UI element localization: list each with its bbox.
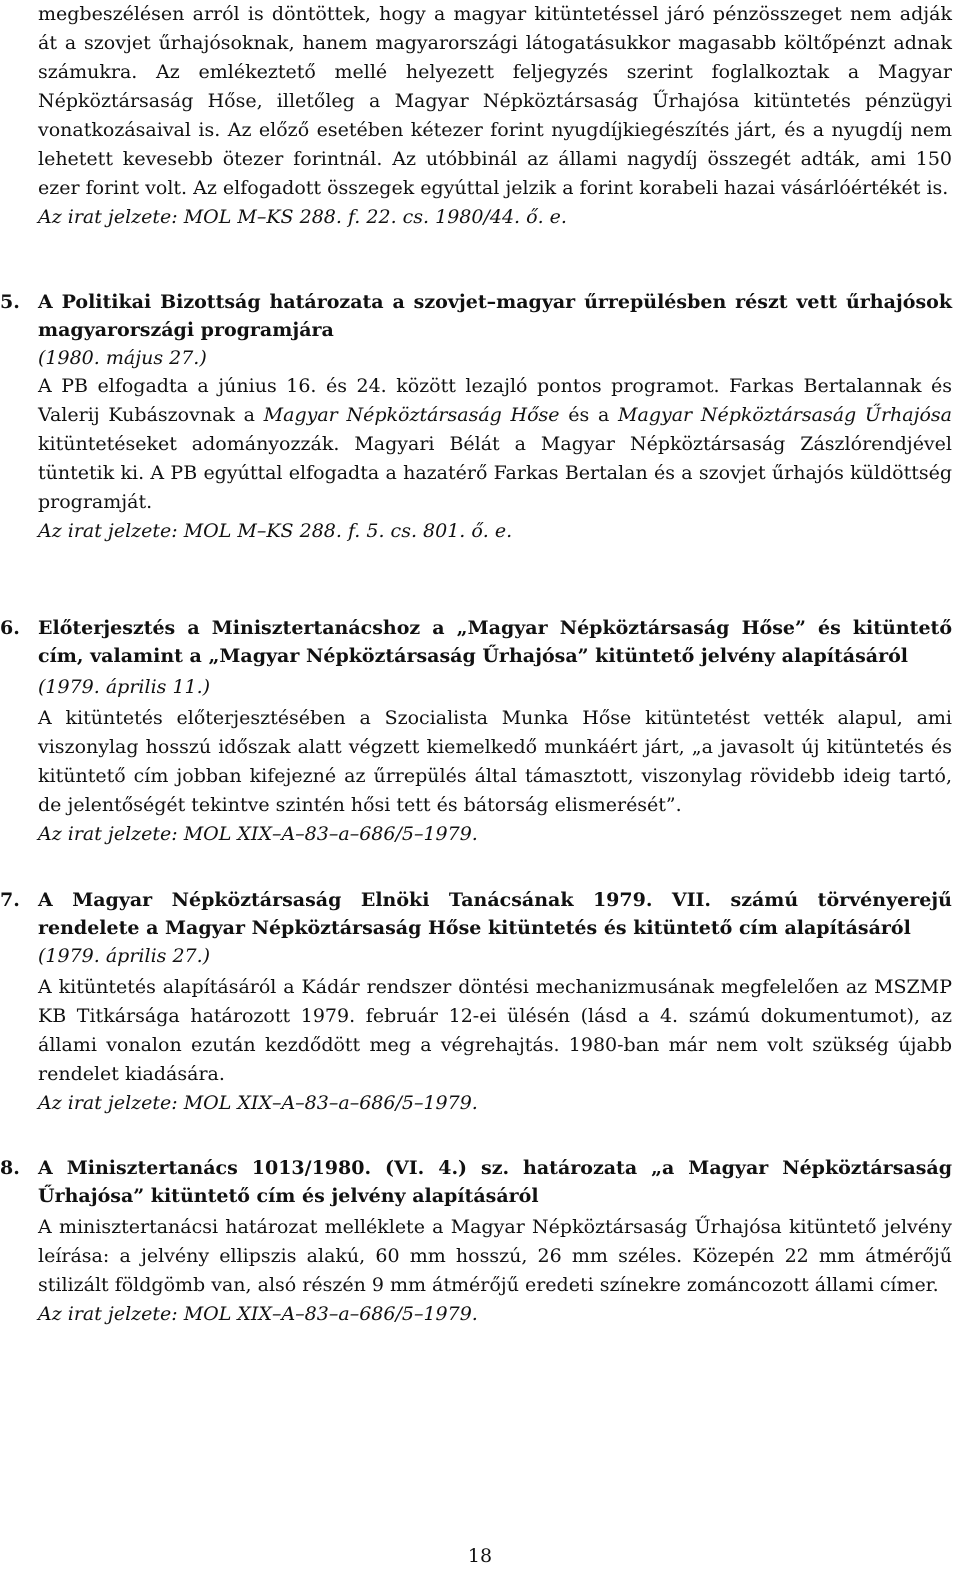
item-body-part: kitüntetéseket adományozzák. Magyari Bélát a Magyar Népköztársaság Zászlórendjével tüntetik ki. A PB egyúttal elfogadta a hazatérő Farkas Bertalan és a szovjet űrhajós küldöttség programját. bbox=[38, 433, 952, 513]
item-body: A minisztertanácsi határozat melléklete a Magyar Népköztársaság Űrhajósa kitüntető jelvény leírása: a jelvény ellipszis alakú, 60 mm hosszú, 26 mm széles. Közepén 22 mm átmérőjű stilizált földgömb van, alsó részén 9 mm átmérőjű eredeti színekre zománcozott állami címer. bbox=[38, 1216, 952, 1296]
item-title: A Politikai Bizottság határozata a szovjet–magyar űrrepülésben részt vett űrhajósok magyarországi programjára bbox=[38, 291, 952, 341]
document-item-7 bbox=[0, 886, 952, 1118]
item-number: 6. bbox=[0, 617, 20, 639]
item-title: A Minisztertanács 1013/1980. (VI. 4.) sz. határozata „a Magyar Népköztársaság Űrhajósa” kitüntető cím és jelvény alapításáról bbox=[38, 1157, 952, 1207]
intro-section bbox=[38, 0, 952, 232]
item-body-part: A PB elfogadta a június 16. és 24. között lezajló pontos programot. Farkas Bertalannak és Valerij Kubászovnak a bbox=[38, 375, 952, 426]
item-number: 5. bbox=[0, 291, 20, 313]
document-item-8 bbox=[0, 1154, 952, 1329]
document-item-6 bbox=[0, 614, 952, 849]
document-item-5 bbox=[0, 288, 952, 546]
item-body-emphasis: Magyar Népköztársaság Űrhajósa bbox=[618, 404, 952, 426]
item-number: 8. bbox=[0, 1157, 20, 1179]
item-number: 7. bbox=[0, 889, 20, 911]
item-date: (1979. április 11.) bbox=[38, 676, 211, 698]
item-title: Előterjesztés a Minisztertanácshoz a „Magyar Népköztársaság Hőse” és kitüntető cím, valamint a „Magyar Népköztársaság Űrhajósa” kitüntető jelvény alapításáról bbox=[38, 617, 952, 667]
item-reference: Az irat jelzete: MOL XIX–A–83–a–686/5–1979. bbox=[38, 1303, 478, 1325]
item-date: (1979. április 27.) bbox=[38, 945, 211, 967]
item-reference: Az irat jelzete: MOL M–KS 288. f. 5. cs. 801. ő. e. bbox=[38, 520, 513, 542]
item-body: A kitüntetés előterjesztésében a Szocialista Munka Hőse kitüntetést vették alapul, ami viszonylag hosszú időszak alatt végzett kiemelkedő munkáért járt, „a javasolt új kitüntetés és kitüntető cím jobban kifejezné az űrrepülés által támasztott, viszonylag rövidebb ideig tartó, de jelentőségét tekintve szintén hősi tett és bátorság elismerését”. bbox=[38, 707, 952, 816]
intro-paragraph: megbeszélésen arról is döntöttek, hogy a magyar kitüntetéssel járó pénzösszeget nem adják át a szovjet űrhajósoknak, hanem magyarországi látogatásukkor magasabb költőpénzt adnak számukra. Az emlékeztető mellé helyezett feljegyzés szerint foglalkoztak a Magyar Népköztársaság Hőse, illetőleg a Magyar Népköztársaság Űrhajósa kitüntetés pénzügyi vonatkozásaival is. Az előző esetében kétezer forint nyugdíjkiegészítés járt, és a nyugdíj nem lehetett kevesebb ötezer forintnál. Az utóbbinál az állami nagydíj összegét adták, ami 150 ezer forint volt. Az elfogadott összegek egyúttal jelzik a forint korabeli hazai vásárlóértékét is. bbox=[38, 3, 952, 199]
item-body-emphasis: Magyar Népköztársaság Hőse bbox=[263, 404, 560, 426]
page-number: 18 bbox=[467, 1545, 493, 1567]
item-body: A kitüntetés alapításáról a Kádár rendszer döntési mechanizmusának megfelelően az MSZMP KB Titkársága határozott 1979. február 12-ei ülésén (lásd a 4. számú dokumentumot), az állami vonalon ezután kezdődött meg a végrehajtás. 1980-ban már nem volt szükség újabb rendelet kiadására. bbox=[38, 976, 952, 1085]
item-body-part: és a bbox=[559, 404, 619, 426]
item-reference: Az irat jelzete: MOL XIX–A–83–a–686/5–1979. bbox=[38, 1092, 478, 1114]
item-body bbox=[38, 372, 952, 517]
intro-reference: Az irat jelzete: MOL M–KS 288. f. 22. cs. 1980/44. ő. e. bbox=[38, 206, 567, 228]
item-title: A Magyar Népköztársaság Elnöki Tanácsának 1979. VII. számú törvényerejű rendelete a Magyar Népköztársaság Hőse kitüntetés és kitüntető cím alapításáról bbox=[38, 889, 952, 939]
item-date: (1980. május 27.) bbox=[38, 347, 207, 369]
item-reference: Az irat jelzete: MOL XIX–A–83–a–686/5–1979. bbox=[38, 823, 478, 845]
